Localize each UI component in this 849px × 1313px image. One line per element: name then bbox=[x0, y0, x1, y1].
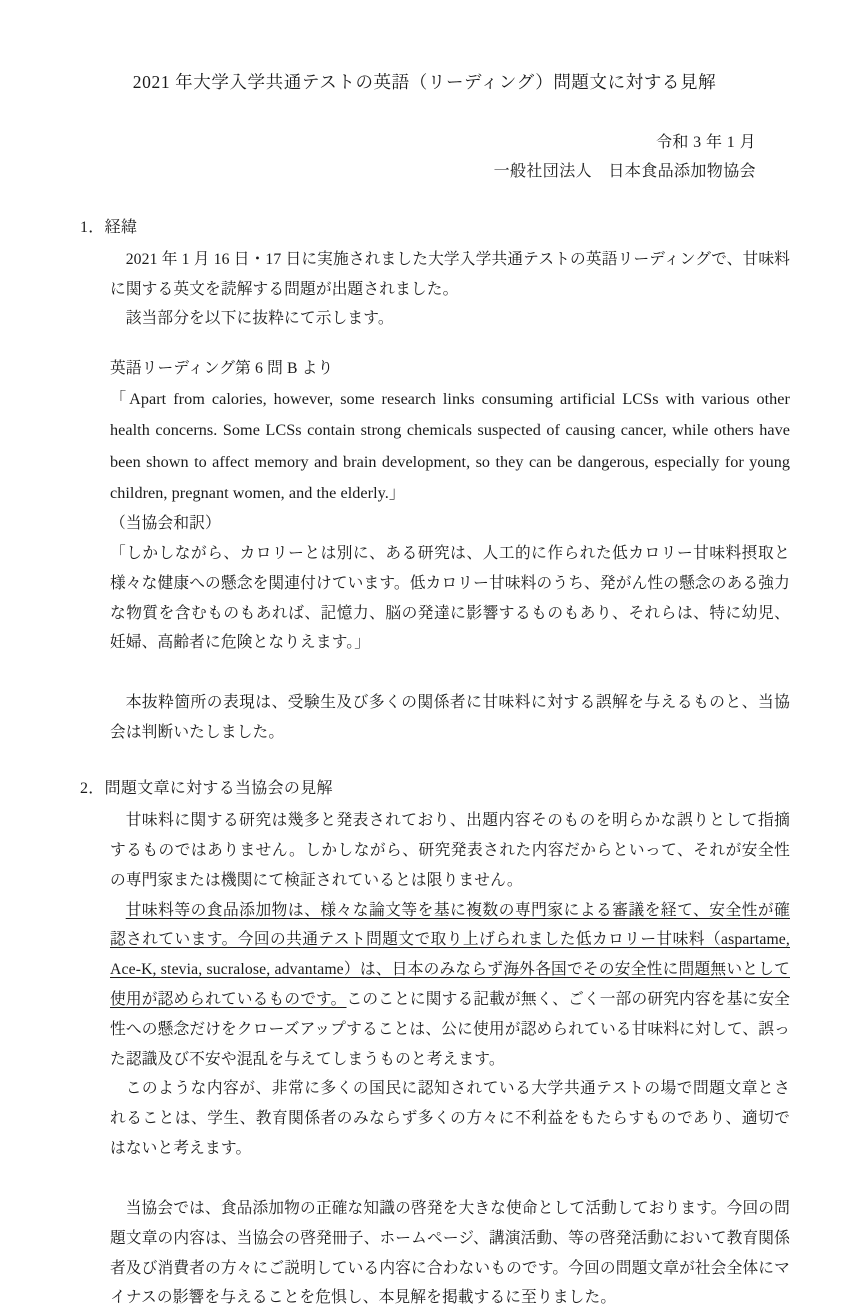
section-1-paragraph-1: 2021 年 1 月 16 日・17 日に実施されました大学入学共通テストの英語リーディングで、甘味料に関する英文を読解する問題が出題されました。 bbox=[110, 250, 790, 298]
section-2-paragraph-4: 当協会では、食品添加物の正確な知識の啓発を大きな使命として活動しております。今回の問題文章の内容は、当協会の啓発冊子、ホームページ、講演活動、等の啓発活動において教育関係者及び消費者の方々にご説明している内容に合わないものです。今回の問題文章が社会全体にマイナスの影響を与えることを危惧し、本見解を掲載するに至りました。 bbox=[110, 1199, 790, 1307]
quote-source-label: 英語リーディング第 6 問 B より bbox=[110, 360, 334, 378]
section-2-paragraph-3: このような内容が、非常に多くの国民に認知されている大学共通テストの場で問題文章とされることは、学生、教育関係者のみならず多くの方々に不利益をもたらすものであり、適切ではないと考えます。 bbox=[110, 1080, 790, 1158]
spacer bbox=[110, 334, 790, 354]
section-1-closing-paragraph: 本抜粋箇所の表現は、受験生及び多くの関係者に甘味料に対する誤解を与えるものと、当協会は判断いたしました。 bbox=[110, 694, 790, 742]
spacer bbox=[110, 1164, 790, 1194]
section-2-paragraph-2-rest: このことに関する記載が無く、ごく一部の研究内容を基に安全性への懸念だけをクローズアップすることは、公に使用が認められている甘味料に対して、誤った認識及び不安や混乱を与えてしまうものと考えます。 bbox=[110, 990, 791, 1068]
section-1-number: 1． bbox=[80, 218, 105, 236]
section-1-paragraph-2: 該当部分を以下に抜粋にて示します。 bbox=[125, 310, 394, 328]
header-date: 令和 3 年 1 月 bbox=[655, 133, 756, 151]
quote-japanese: 「しかしながら、カロリーとは別に、ある研究は、人工的に作られた低カロリー甘味料摂取と様々な健康への懸念を関連付けています。低カロリー甘味料のうち、発がん性の懸念のある強力な物質を含むものもあれば、記憶力、脳の発達に影響するものもあり、それらは、特に幼児、妊婦、高齢者に危険となりえます。」 bbox=[110, 544, 790, 652]
section-1-heading bbox=[59, 213, 790, 243]
underlined-passage: 甘味料等の食品添加物は、様々な論文等を基に複数の専門家による審議を経て、安全性が確認されています。今回の共通テスト問題文で取り上げられました低カロリー甘味料（aspartame, Ace-K, stevia, sucralose, advantame）は、日本のみならず海外各国でその安全性に問題無いとして使用が認められているものです。 bbox=[110, 901, 790, 1008]
document-header bbox=[59, 128, 790, 187]
header-organization: 一般社団法人 日本食品添加物協会 bbox=[493, 163, 756, 181]
section-1-body bbox=[59, 245, 790, 748]
translation-label: （当協会和訳） bbox=[110, 515, 221, 533]
section-1-title: 経緯 bbox=[104, 218, 138, 236]
section-1 bbox=[59, 213, 790, 748]
section-2-paragraph-2 bbox=[110, 896, 790, 1075]
section-2-body bbox=[59, 806, 790, 1313]
section-2-title: 問題文章に対する当協会の見解 bbox=[104, 779, 333, 797]
section-2-paragraph-1: 甘味料に関する研究は幾多と発表されており、出題内容そのものを明らかな誤りとして指摘するものではありません。しかしながら、研究発表された内容だからといって、それが安全性の専門家または機関にて検証されているとは限りません。 bbox=[110, 812, 790, 889]
spacer bbox=[110, 658, 790, 688]
section-2-number: 2． bbox=[80, 779, 105, 797]
page-title: 2021 年大学入学共通テストの英語（リーディング）問題文に対する見解 bbox=[132, 72, 717, 92]
quote-block bbox=[110, 354, 790, 658]
section-2 bbox=[59, 774, 790, 1313]
quote-english: 「Apart from calories, however, some research links consuming artificial LCSs with various other health concerns. Some LCSs contain strong chemicals suspected of causing cancer, while others have been shown to affect memory and brain development, so they can be dangerous, especially for young children, pregnant women, and the elderly.」 bbox=[110, 390, 790, 502]
section-2-heading bbox=[59, 774, 790, 804]
